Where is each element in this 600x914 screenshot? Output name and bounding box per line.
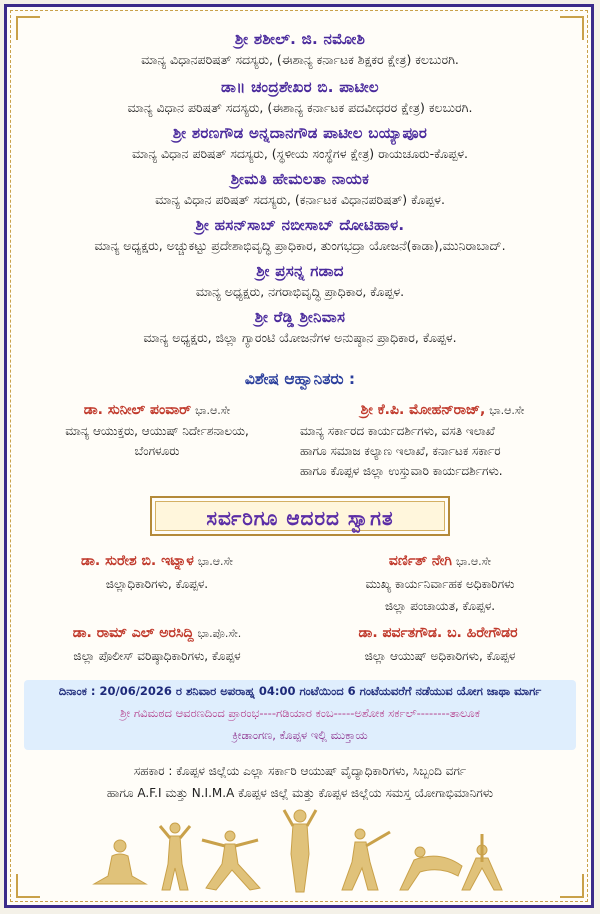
special-invitees-heading: ವಿಶೇಷ ಆಹ್ವಾನಿತರು : — [244, 370, 356, 388]
officer — [300, 622, 580, 667]
dignitary-name: ಶ್ರೀ ಶರಣಗೌಡ ಅನ್ನದಾನಗೌಡ ಪಾಟೀಲ ಬಯ್ಯಾಪೂರ — [172, 124, 428, 142]
dignitary-name: ಡಾ॥ ಚಂದ್ರಶೇಖರ ಬಿ. ಪಾಟೀಲ — [221, 78, 379, 96]
event-details — [24, 680, 576, 750]
yoga-figure-seated-icon — [94, 840, 146, 884]
dignitary-title: ಮಾನ್ಯ ಅಧ್ಯಕ್ಷರು, ಜಿಲ್ಲಾ ಗ್ಯಾರಂಟಿ ಯೋಜನೆಗಳ ಅನುಷ್ಠಾನ ಪ್ರಾಧಿಕಾರ, ಕೊಪ್ಪಳ. — [143, 330, 457, 345]
corner-ornament — [560, 874, 584, 898]
officer-degree: ಭಾ.ಆ.ಸೇ — [197, 555, 233, 568]
event-end-line: ಕ್ರೀಡಾಂಗಣ, ಕೊಪ್ಪಳ ಇಲ್ಲಿ ಮುಕ್ತಾಯ — [232, 728, 368, 742]
welcome-banner — [150, 496, 450, 536]
yoga-figure-warrior-icon — [202, 831, 260, 890]
officer — [22, 550, 292, 595]
dignitary-title: ಮಾನ್ಯ ವಿಧಾನ ಪರಿಷತ್ ಸದಸ್ಯರು, (ಈಶಾನ್ಯ ಕರ್ನಾಟಕ ಪದವೀಧರರ ಕ್ಷೇತ್ರ) ಕಲಬುರಗಿ. — [127, 100, 473, 115]
dignitary — [0, 30, 600, 68]
dignitary-name: ಶ್ರೀ ರೆಡ್ಡಿ ಶ್ರೀನಿವಾಸ — [254, 308, 346, 326]
dignitary-title: ಮಾನ್ಯ ವಿಧಾನ ಪರಿಷತ್ ಸದಸ್ಯರು, (ಸ್ಥಳೀಯ ಸಂಸ್ಥೆಗಳ ಕ್ಷೇತ್ರ) ರಾಯಚೂರು-ಕೊಪ್ಪಳ. — [132, 146, 468, 161]
invitee-degree: ಭಾ.ಆ.ಸೇ — [195, 404, 231, 417]
officer-name: ಡಾ. ಸುರೇಶ ಬಿ. ಇಟ್ನಾಳ — [81, 553, 194, 569]
support-line: ಸಹಕಾರ : ಕೊಪ್ಪಳ ಜಿಲ್ಲೆಯ ಎಲ್ಲಾ ಸರ್ಕಾರಿ ಆಯುಷ್ ವೈದ್ಯಾಧಿಕಾರಿಗಳು, ಸಿಬ್ಬಂದಿ ವರ್ಗ — [133, 764, 467, 778]
invitee-degree: ಭಾ.ಆ.ಸೇ — [489, 404, 525, 417]
invitee-line: ಮಾನ್ಯ ಆಯುಕ್ತರು, ಆಯುಷ್ ನಿರ್ದೇಶನಾಲಯ, — [65, 424, 249, 438]
dignitary-name: ಶ್ರೀ ಹಸನ್‌ಸಾಬ್ ನಬೀಸಾಬ್ ದೋಟಿಹಾಳ. — [195, 216, 405, 234]
dignitary-title: ಮಾನ್ಯ ಅಧ್ಯಕ್ಷರು, ನಗರಾಭಿವೃದ್ಧಿ ಪ್ರಾಧಿಕಾರ, ಕೊಪ್ಪಳ. — [195, 284, 405, 299]
officer-degree: ಭಾ.ಪೊ.ಸೇ. — [197, 627, 242, 640]
event-route-line: ಶ್ರೀ ಗವಿಮಠದ ಆವರಣದಿಂದ ಪ್ರಾರಂಭ----ಗಡಿಯಾರ ಕಂಬ-----ಅಶೋಕ ಸರ್ಕಲ್--------ತಾಲೂಕ — [120, 706, 480, 720]
support-line: ಹಾಗೂ A.F.I ಮತ್ತು N.I.M.A ಕೊಪ್ಪಳ ಜಿಲ್ಲೆ ಮತ್ತು ಕೊಪ್ಪಳ ಜಿಲ್ಲೆಯ ಸಮಸ್ತ ಯೋಗಾಭಿಮಾನಿಗಳು — [106, 786, 494, 800]
dignitary — [0, 124, 600, 162]
yoga-figure-dancer-icon — [342, 829, 390, 890]
dignitary-name: ಶ್ರೀ ಶಶೀಲ್. ಜಿ. ನಮೋಶಿ — [234, 30, 366, 48]
invitee-line: ಹಾಗೂ ಕೊಪ್ಪಳ ಜಿಲ್ಲಾ ಉಸ್ತುವಾರಿ ಕಾರ್ಯದರ್ಶಿಗಳು. — [300, 464, 503, 478]
officer — [300, 550, 580, 617]
yoga-figure-bow-pose-icon — [400, 847, 462, 890]
officer — [22, 622, 292, 667]
invitee-line: ಬೆಂಗಳೂರು — [134, 444, 180, 458]
yoga-figure-standing-icon — [160, 823, 190, 890]
officer-name: ಡಾ. ಪರ್ವತಗೌಡ. ಬ. ಹಿರೇಗೌಡರ — [358, 625, 518, 641]
dignitary-title: ಮಾನ್ಯ ವಿಧಾನಪರಿಷತ್ ಸದಸ್ಯರು, (ಈಶಾನ್ಯ ಕರ್ನಾಟಕ ಶಿಕ್ಷಕರ ಕ್ಷೇತ್ರ) ಕಲಬುರಗಿ. — [141, 52, 459, 67]
special-invitee — [22, 400, 292, 461]
invitee-name: ಡಾ. ಸುನೀಲ್ ಪಂವಾರ್ — [83, 402, 192, 418]
yoga-silhouettes-illustration — [90, 806, 510, 896]
dignitary — [0, 170, 600, 208]
invitee-line: ಮಾನ್ಯ ಸರ್ಕಾರದ ಕಾರ್ಯದರ್ಶಿಗಳು, ವಸತಿ ಇಲಾಖೆ — [300, 424, 495, 438]
welcome-banner-text: ಸರ್ವರಿಗೂ ಆದರದ ಸ್ವಾಗತ — [150, 496, 450, 536]
officer-line: ಜಿಲ್ಲಾ ಪೊಲೀಸ್ ವರಿಷ್ಠಾಧಿಕಾರಿಗಳು, ಕೊಪ್ಪಳ — [73, 649, 241, 663]
dignitary-title: ಮಾನ್ಯ ವಿಧಾನ ಪರಿಷತ್ ಸದಸ್ಯರು, (ಕರ್ನಾಟಕ ವಿಧಾನಪರಿಷತ್) ಕೊಪ್ಪಳ. — [155, 192, 445, 207]
event-date-line: ದಿನಾಂಕ : 20/06/2026 ರ ಶನಿವಾರ ಅಪರಾಹ್ನ 04:00 ಗಂಟೆಯಿಂದ 6 ಗಂಟೆಯವರೆಗೆ ನಡೆಯುವ ಯೋಗ ಜಾಥಾ ಮಾರ್ಗ — [58, 684, 542, 698]
officer-name: ಡಾ. ರಾಮ್ ಎಲ್ ಅರಸಿದ್ದಿ — [72, 625, 194, 641]
officer-name: ವರ್ಣಿತ್ ನೇಗಿ — [388, 553, 452, 569]
corner-ornament — [16, 874, 40, 898]
dignitary-name: ಶ್ರೀ ಪ್ರಸನ್ನ ಗಡಾದ — [256, 262, 344, 280]
officer-line: ಜಿಲ್ಲಾ ಪಂಚಾಯತ, ಕೊಪ್ಪಳ. — [384, 599, 496, 613]
officer-line: ಮುಖ್ಯ ಕಾರ್ಯನಿರ್ವಾಹಕ ಅಧಿಕಾರಿಗಳು — [365, 577, 515, 591]
invitee-line: ಹಾಗೂ ಸಮಾಜ ಕಲ್ಯಾಣ ಇಲಾಖೆ, ಕರ್ನಾಟಕ ಸರ್ಕಾರ — [300, 444, 501, 458]
dignitary — [0, 78, 600, 116]
dignitary-name: ಶ್ರೀಮತಿ ಹೇಮಲತಾ ನಾಯಕ — [230, 170, 370, 188]
dignitary — [0, 262, 600, 300]
officer-line: ಜಿಲ್ಲಾ ಆಯುಷ್ ಅಧಿಕಾರಿಗಳು, ಕೊಪ್ಪಳ — [364, 649, 516, 663]
dignitary-title: ಮಾನ್ಯ ಅಧ್ಯಕ್ಷರು, ಅಚ್ಚುಕಟ್ಟು ಪ್ರದೇಶಾಭಿವೃದ್ಧಿ ಪ್ರಾಧಿಕಾರ, ತುಂಗಭದ್ರಾ ಯೋಜನೆ(ಕಾಡಾ),ಮುನಿರಾಬಾದ್. — [94, 238, 506, 253]
invitee-name: ಶ್ರೀ ಕೆ.ಪಿ. ಮೋಹನ್‌ರಾಜ್, — [360, 402, 486, 418]
officer-line: ಜಿಲ್ಲಾಧಿಕಾರಿಗಳು, ಕೊಪ್ಪಳ. — [105, 577, 209, 591]
special-invitee — [300, 400, 585, 481]
dignitary — [0, 216, 600, 254]
yoga-figure-triangle-pose-icon — [462, 834, 502, 890]
dignitary — [0, 308, 600, 346]
officer-degree: ಭಾ.ಆ.ಸೇ — [455, 555, 492, 568]
yoga-figure-tree-pose-icon — [284, 810, 316, 892]
